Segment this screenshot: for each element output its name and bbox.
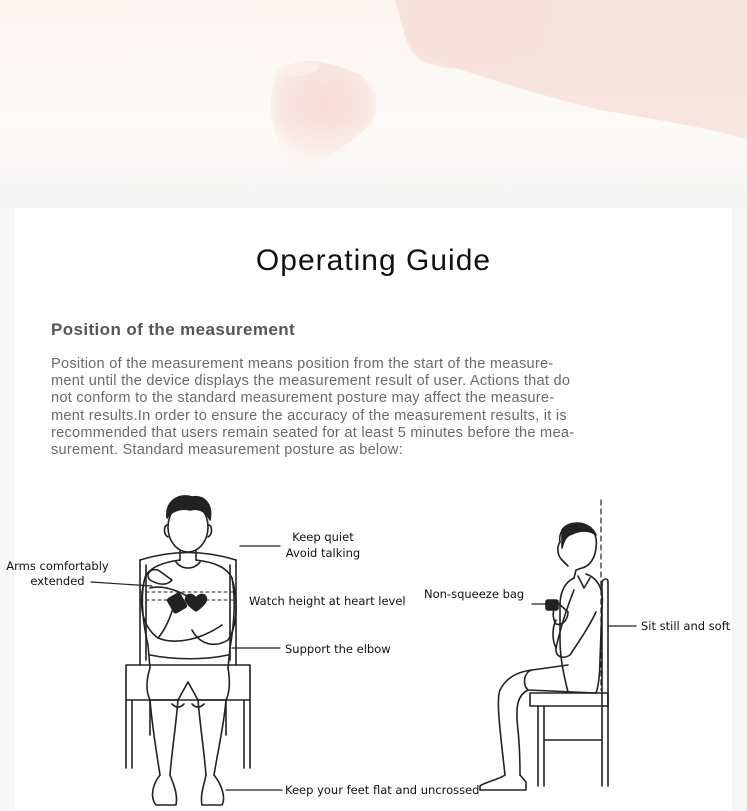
description-paragraph [51,356,691,459]
side-person [480,523,602,790]
label-sit-still: Sit still and soft [641,619,731,633]
front-person [140,496,236,805]
label-non-squeeze-bag: Non-squeeze bag [424,587,525,601]
label-arms-line2: extended [30,574,85,588]
label-support-elbow: Support the elbow [285,642,391,656]
paragraph-line: recommended that users remain seated for at least 5 minutes before the mea- [51,424,575,441]
paragraph-line: ment results.In order to ensure the accuracy of the measurement results, it is [51,407,567,424]
posture-figure [0,490,747,811]
section-subtitle: Position of the measurement [51,320,296,339]
label-watch-height: Watch height at heart level [249,594,406,608]
page-title: Operating Guide [255,244,492,277]
label-arms-line1: Arms comfortably [6,559,109,573]
label-feet: Keep your feet flat and uncrossed [285,783,480,797]
label-avoid-talking: Avoid talking [285,546,361,560]
paragraph-line: Position of the measurement means position from the start of the measure- [51,356,554,372]
label-keep-quiet: Keep quiet [292,530,354,544]
front-chair [126,553,250,769]
paragraph-line: not conform to the standard measurement posture may affect the measure- [51,390,555,407]
hero-image [0,0,747,215]
paragraph-line: surement. Standard measurement posture as below: [51,442,403,459]
paragraph-line: ment until the device displays the measurement result of user. Actions that do [51,373,571,390]
finger-illustration [0,0,747,215]
